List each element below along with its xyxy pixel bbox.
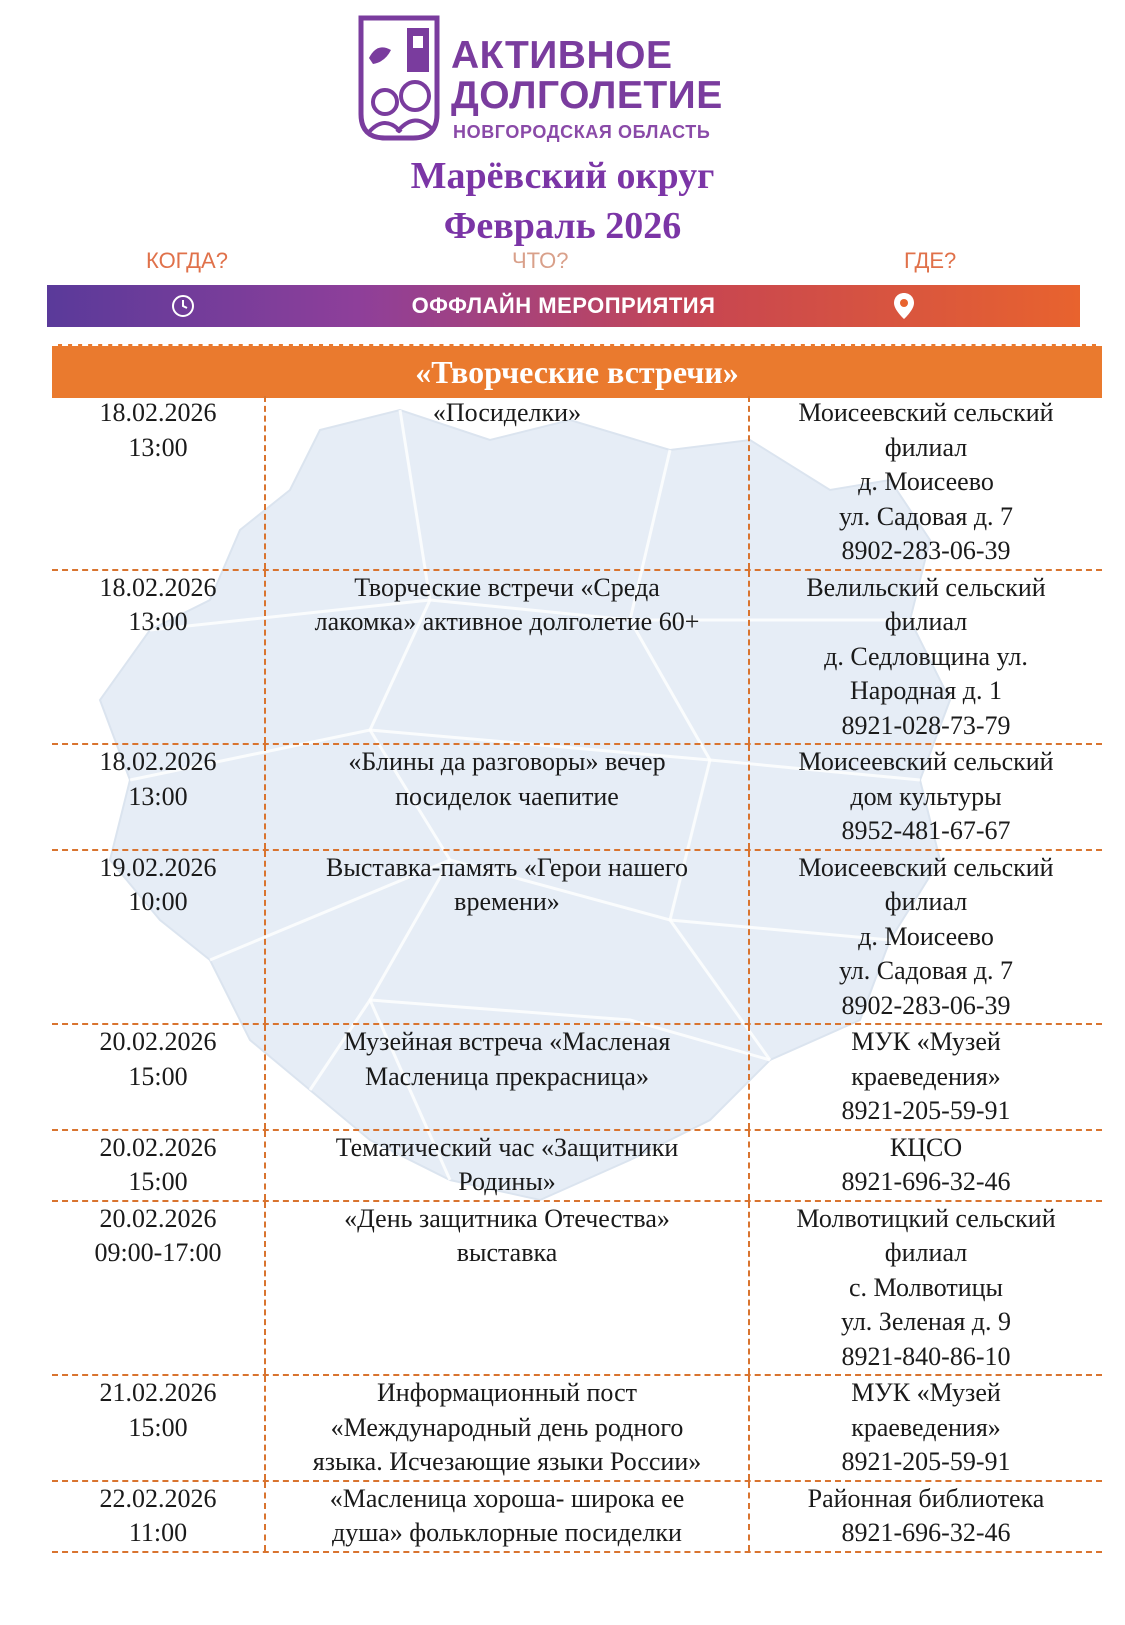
event-where — [750, 1376, 1102, 1480]
event-where — [750, 851, 1102, 1024]
event-title-line: Выставка-память «Герои нашего — [326, 852, 688, 882]
event-date: 20.02.2026 — [99, 1132, 217, 1162]
event-location-line: Народная д. 1 — [850, 676, 1002, 705]
event-date: 21.02.2026 — [99, 1378, 217, 1407]
event-title-line: лакомка» активное долголетие 60+ — [314, 607, 700, 636]
event-date: 18.02.2026 — [99, 398, 217, 427]
event-location-line: Районная библиотека — [807, 1483, 1045, 1513]
event-row — [52, 1376, 1102, 1482]
event-when — [52, 1131, 264, 1200]
event-what — [264, 1025, 750, 1129]
where-label: ГДЕ? — [904, 248, 957, 273]
event-row — [52, 745, 1102, 851]
event-location-line: Моисеевский сельский — [798, 398, 1054, 427]
event-what — [264, 1202, 750, 1375]
event-time: 10:00 — [128, 887, 188, 916]
event-where — [750, 1025, 1102, 1129]
event-title-line: «Блины да разговоры» вечер — [348, 747, 666, 776]
logo-line-2: ДОЛГОЛЕТИЕ — [451, 74, 723, 117]
event-what — [264, 1376, 750, 1480]
event-location-line: 8921-205-59-91 — [841, 1096, 1011, 1125]
events-table — [52, 396, 1102, 1553]
page-subtitle: Февраль 2026 — [443, 205, 682, 247]
event-when — [52, 396, 264, 569]
event-location-line: 8921-840-86-10 — [841, 1341, 1011, 1371]
event-location-line: краеведения» — [851, 1061, 1001, 1091]
event-what — [264, 396, 750, 569]
event-where — [750, 1202, 1102, 1375]
what-label: ЧТО? — [512, 248, 569, 273]
event-date: 20.02.2026 — [99, 1027, 217, 1056]
event-date: 20.02.2026 — [99, 1203, 217, 1233]
event-where — [750, 1131, 1102, 1200]
event-location-line: Молвотицкий сельский — [796, 1203, 1056, 1233]
event-row — [52, 1025, 1102, 1131]
event-what — [264, 1131, 750, 1200]
event-time: 15:00 — [128, 1167, 188, 1196]
event-where — [750, 571, 1102, 744]
event-title-line: Родины» — [458, 1167, 556, 1196]
location-pin-icon — [893, 292, 915, 320]
event-location-line: филиал — [884, 607, 968, 636]
event-what — [264, 745, 750, 849]
event-when — [52, 1202, 264, 1375]
event-when — [52, 571, 264, 744]
logo-emblem-icon — [355, 14, 443, 144]
when-label: КОГДА? — [146, 248, 228, 273]
event-row — [52, 396, 1102, 571]
event-title-line: языка. Исчезающие языки России» — [312, 1447, 702, 1476]
event-location-line: филиал — [884, 1238, 968, 1267]
event-time: 13:00 — [128, 607, 188, 636]
offline-events-banner — [47, 285, 1080, 327]
event-where — [750, 1482, 1102, 1551]
logo-line-1: АКТИВНОЕ — [451, 34, 673, 77]
event-when — [52, 851, 264, 1024]
event-row — [52, 1202, 1102, 1377]
event-row — [52, 1131, 1102, 1202]
event-where — [750, 396, 1102, 569]
event-location-line: д. Моисеево — [858, 921, 994, 951]
event-title-line: Музейная встреча «Масленая — [343, 1027, 671, 1056]
event-location-line: дом культуры — [850, 781, 1002, 811]
event-title-line: «День защитника Отечества» — [344, 1203, 670, 1233]
event-location-line: Моисеевский сельский — [798, 747, 1054, 776]
event-title-line: «Международный день родного — [330, 1412, 684, 1442]
event-location-line: 8902-283-06-39 — [841, 536, 1011, 565]
event-date: 18.02.2026 — [99, 747, 217, 776]
event-what — [264, 851, 750, 1024]
event-location-line: ул. Садовая д. 7 — [838, 501, 1014, 531]
event-location-line: 8921-028-73-79 — [841, 710, 1011, 740]
event-time: 11:00 — [128, 1518, 188, 1547]
event-date: 22.02.2026 — [99, 1483, 217, 1513]
event-location-line: МУК «Музей — [851, 1027, 1001, 1056]
event-where — [750, 745, 1102, 849]
event-title-line: Творческие встречи «Среда — [354, 572, 660, 602]
event-location-line: 8921-696-32-46 — [841, 1518, 1011, 1547]
banner-text: ОФФЛАЙН МЕРОПРИЯТИЯ — [411, 293, 716, 318]
event-title-line: Тематический час «Защитники — [335, 1132, 679, 1162]
event-location-line: КЦСО — [889, 1132, 963, 1162]
event-row — [52, 851, 1102, 1026]
event-time: 15:00 — [128, 1412, 188, 1442]
event-title-line: времени» — [454, 887, 560, 916]
event-location-line: 8921-205-59-91 — [841, 1447, 1011, 1476]
section-title: «Творческие встречи» — [415, 354, 739, 390]
event-location-line: филиал — [884, 432, 968, 462]
event-time: 15:00 — [128, 1061, 188, 1091]
event-title-line: посиделок чаепитие — [395, 781, 619, 811]
event-location-line: д. Моисеево — [858, 467, 994, 496]
event-date: 19.02.2026 — [99, 852, 217, 882]
event-title-line: Информационный пост — [377, 1378, 637, 1407]
event-time: 09:00-17:00 — [94, 1238, 222, 1267]
event-location-line: 8952-481-67-67 — [841, 816, 1011, 845]
event-title-line: душа» фольклорные посиделки — [332, 1518, 682, 1547]
event-location-line: 8902-283-06-39 — [841, 990, 1011, 1020]
event-location-line: филиал — [884, 887, 968, 916]
event-when — [52, 1482, 264, 1551]
page-title: Марёвский округ — [410, 155, 715, 197]
event-location-line: с. Молвотицы — [848, 1272, 1004, 1302]
event-what — [264, 1482, 750, 1551]
event-row — [52, 571, 1102, 746]
event-date: 18.02.2026 — [99, 572, 217, 602]
event-location-line: Велильский сельский — [806, 572, 1046, 602]
event-title-line: Масленица прекрасница» — [365, 1061, 649, 1091]
event-location-line: ул. Садовая д. 7 — [838, 956, 1014, 985]
event-location-line: ул. Зеленая д. 9 — [840, 1307, 1012, 1336]
brand-logo — [355, 14, 775, 144]
event-title-line: выставка — [456, 1238, 558, 1267]
event-when — [52, 1376, 264, 1480]
event-location-line: д. Седловщина ул. — [824, 641, 1028, 671]
event-location-line: Моисеевский сельский — [798, 852, 1054, 882]
event-title-line: «Посиделки» — [432, 398, 582, 427]
event-when — [52, 745, 264, 849]
logo-region: НОВГОРОДСКАЯ ОБЛАСТЬ — [453, 122, 711, 142]
event-location-line: 8921-696-32-46 — [841, 1167, 1011, 1196]
event-title-line: «Масленица хороша- широка ее — [329, 1483, 685, 1513]
event-time: 13:00 — [128, 781, 188, 811]
event-time: 13:00 — [128, 432, 188, 462]
event-when — [52, 1025, 264, 1129]
event-location-line: краеведения» — [851, 1412, 1001, 1442]
section-header — [52, 344, 1102, 398]
event-row — [52, 1482, 1102, 1553]
event-what — [264, 571, 750, 744]
event-location-line: МУК «Музей — [851, 1378, 1001, 1407]
